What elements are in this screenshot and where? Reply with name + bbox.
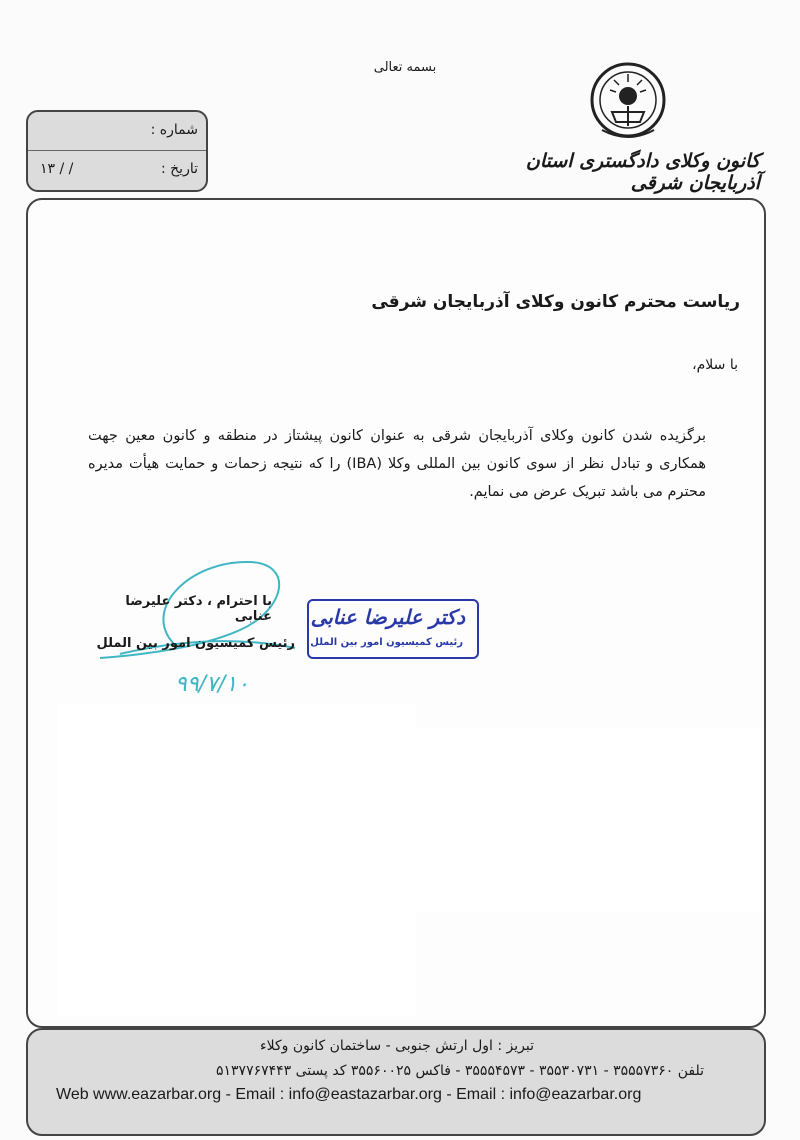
number-row: [28, 112, 206, 151]
signature-closing: با احترام ، دکتر علیرضا عنابی: [125, 594, 272, 624]
footer-web-email: Web www.eazarbar.org - Email : info@eastazarbar.org - Email : info@eazarbar.org: [56, 1086, 642, 1103]
letter-number-box: [26, 110, 208, 192]
number-label: شماره :: [150, 122, 198, 138]
stamp-name: دکتر علیرضا عنابی: [310, 605, 465, 629]
date-row: [28, 151, 206, 189]
signature-title: رئیس کمیسیون امور بین الملل: [96, 636, 295, 651]
redacted-area: [58, 704, 416, 1016]
letter-body-text: [88, 422, 706, 500]
footer-address: تبریز : اول ارتش جنوبی - ساختمان کانون وکلاء: [260, 1038, 534, 1054]
redacted-area: [416, 728, 762, 912]
organization-name: کانون وکلای دادگستری استان آذربایجان شرقی: [525, 150, 760, 194]
date-label: تاریخ :: [160, 161, 198, 177]
official-stamp: [307, 599, 479, 659]
bar-association-emblem-icon: [588, 60, 668, 144]
stamp-title: رئیس کمیسیون امور بین الملل: [310, 637, 463, 648]
greeting-line: با سلام،: [692, 357, 738, 373]
footer-phones: تلفن ۳۵۵۵۷۳۶۰ - ۳۵۵۳۰۷۳۱ - ۳۵۵۵۴۵۷۳ - فاکس ۳۵۵۶۰۰۲۵ کد پستی ۵۱۳۷۷۶۷۴۴۳: [216, 1063, 704, 1079]
body-paragraph: برگزیده شدن کانون وکلای آذربایجان شرقی به عنوان کانون پیشتاز در منطقه و کانون معین جهت همکاری و تبادل نظر از سوی کانون بین المللی وکلا (IBA) را که نتیجه زحمات و حمایت هیأت مدیره محترم می باشد تبریک عرض می نمایم.: [88, 428, 706, 500]
bismillah-heading: بسمه تعالی: [373, 60, 437, 75]
recipient-line: ریاست محترم کانون وکلای آذربایجان شرقی: [371, 292, 740, 312]
footer-contact-box: [26, 1028, 766, 1136]
date-value: ۱۳ / /: [40, 161, 74, 177]
handwritten-date: ۹۹/۷/۱۰: [175, 672, 249, 697]
